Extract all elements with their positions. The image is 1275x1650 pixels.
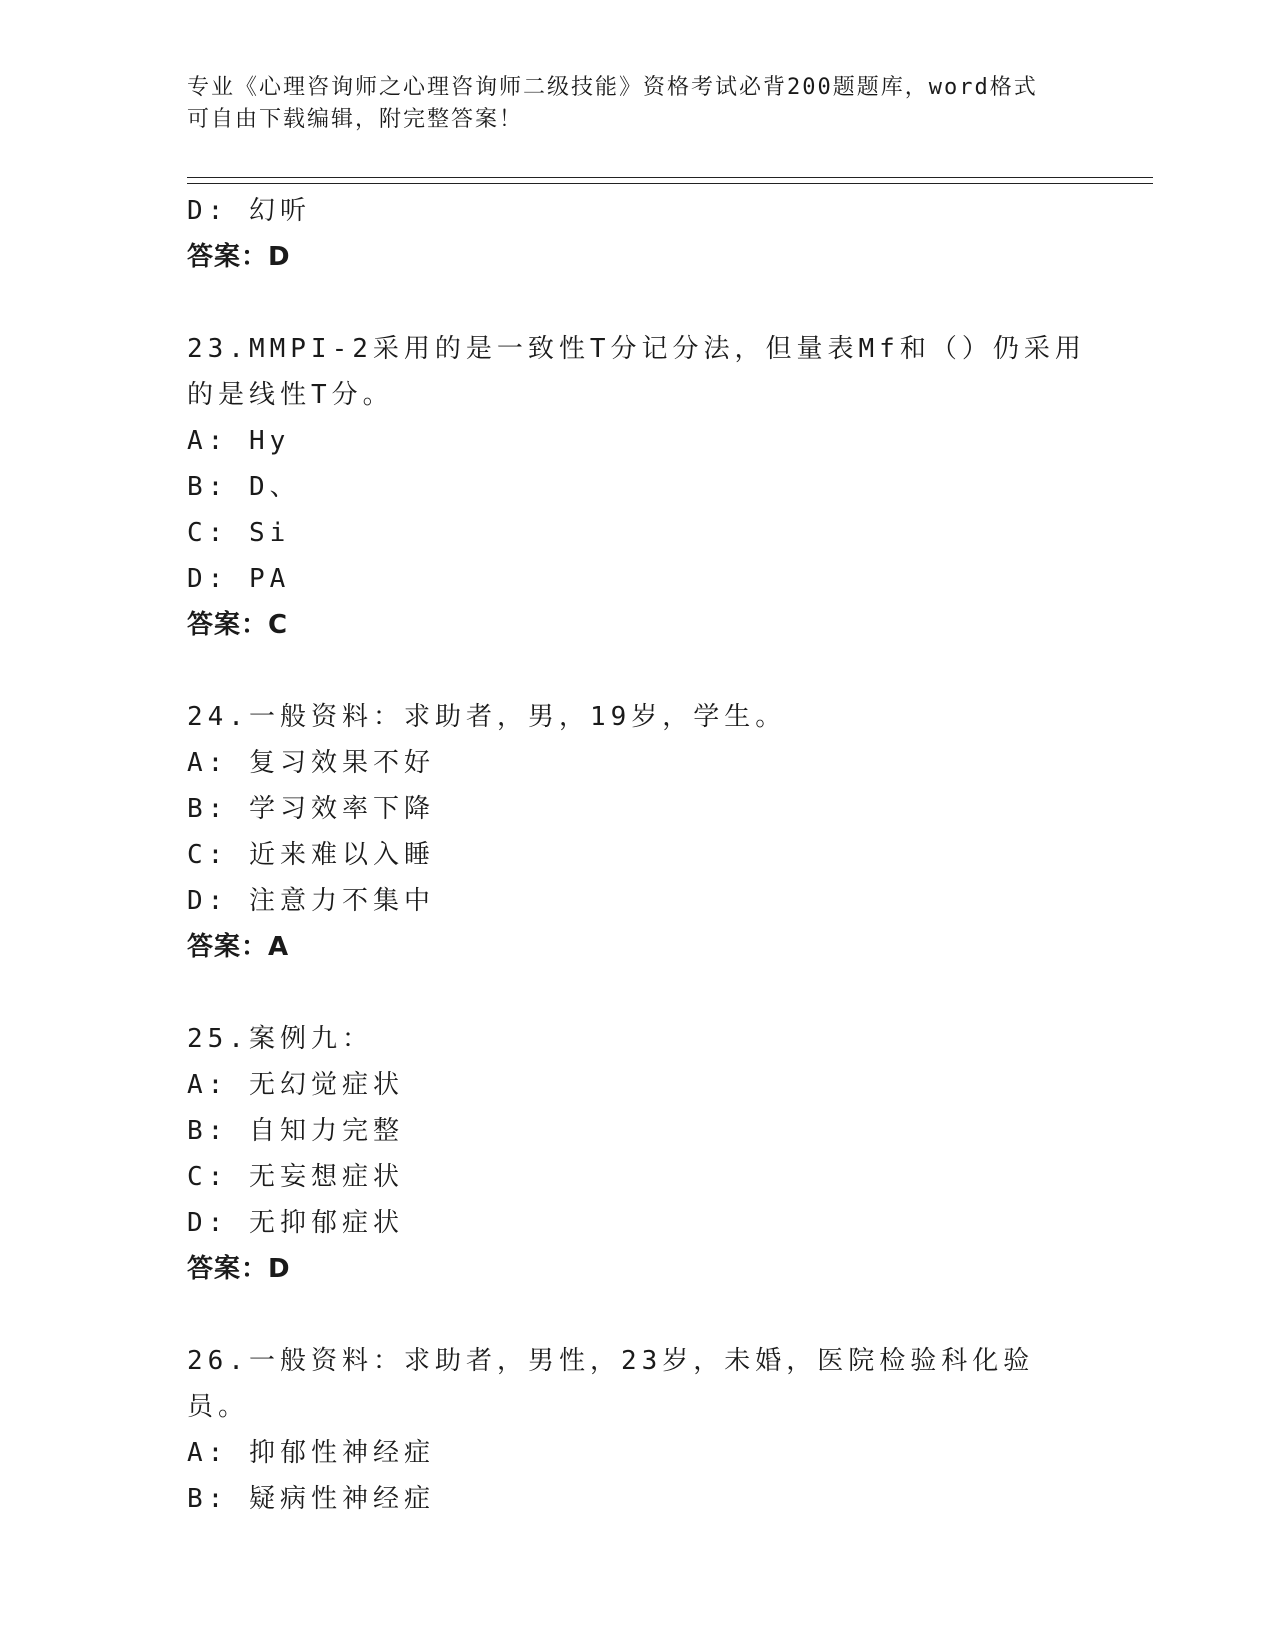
option-c: C: Si bbox=[187, 518, 291, 548]
answer-label: 答案：A bbox=[187, 932, 290, 962]
header-divider bbox=[187, 177, 1153, 184]
question-23 bbox=[187, 326, 1087, 648]
spacer bbox=[187, 648, 1087, 694]
option-d: D: 无抑郁症状 bbox=[187, 1208, 404, 1238]
option-a: A: Hy bbox=[187, 426, 291, 456]
option-d: D: 注意力不集中 bbox=[187, 886, 435, 916]
option-a: A: 抑郁性神经症 bbox=[187, 1438, 435, 1468]
option-b: B: 学习效率下降 bbox=[187, 794, 435, 824]
question-26 bbox=[187, 1338, 1087, 1522]
question-stem: 25.案例九： bbox=[187, 1024, 373, 1054]
question-stem: 26.一般资料：求助者，男性，23岁，未婚，医院检验科化验员。 bbox=[187, 1346, 1035, 1422]
question-stem: 24.一般资料：求助者，男，19岁，学生。 bbox=[187, 702, 787, 732]
spacer bbox=[187, 280, 1087, 326]
spacer bbox=[187, 1292, 1087, 1338]
option-a: A: 无幻觉症状 bbox=[187, 1070, 404, 1100]
document-header bbox=[187, 72, 1087, 136]
question-fragment bbox=[187, 188, 1087, 280]
question-25 bbox=[187, 1016, 1087, 1292]
option-c: C: 无妄想症状 bbox=[187, 1162, 404, 1192]
answer-label: 答案：C bbox=[187, 610, 289, 640]
option-a: A: 复习效果不好 bbox=[187, 748, 435, 778]
question-stem: 23.MMPI-2采用的是一致性T分记分法，但量表Mf和（）仍采用的是线性T分。 bbox=[187, 334, 1086, 410]
answer-label: 答案：D bbox=[187, 242, 291, 272]
header-line-2: 可自由下载编辑，附完整答案！ bbox=[187, 107, 524, 132]
answer-label: 答案：D bbox=[187, 1254, 291, 1284]
option-d: D: PA bbox=[187, 564, 291, 594]
option-c: C: 近来难以入睡 bbox=[187, 840, 435, 870]
question-24 bbox=[187, 694, 1087, 970]
header-line-1: 专业《心理咨询师之心理咨询师二级技能》资格考试必背200题题库，word格式 bbox=[187, 75, 1038, 100]
spacer bbox=[187, 970, 1087, 1016]
option-b: B: 自知力完整 bbox=[187, 1116, 404, 1146]
document-body bbox=[187, 188, 1087, 1522]
option-b: B: 疑病性神经症 bbox=[187, 1484, 435, 1514]
option-d: D: 幻听 bbox=[187, 196, 311, 226]
option-b: B: D、 bbox=[187, 472, 301, 502]
